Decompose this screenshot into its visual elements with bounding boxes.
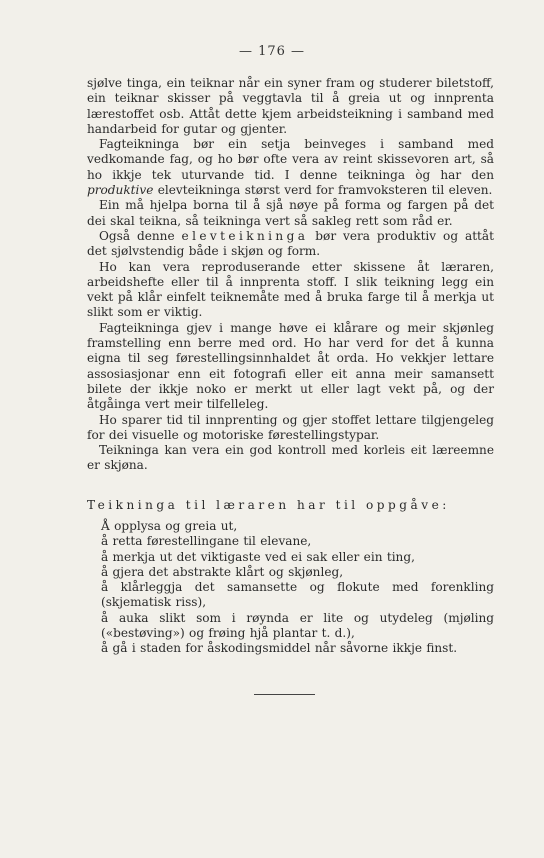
divider xyxy=(254,694,315,695)
list-item: å gå i staden for åskodingsmiddel når såvorne ikkje finst. xyxy=(101,641,458,656)
paragraph-2 xyxy=(87,137,494,198)
paragraph-8: Teikninga kan vera ein god kontroll med korleis eit læreemne er skjøna. xyxy=(87,443,494,473)
spaced-elevteikninga: elevteikninga xyxy=(181,228,309,243)
paragraph-2-text-a: Fagteikninga bør ein setja beinveges i samband med vedkomande fag, og ho bør ofte vera av reint skissevoren art, så ho ikkje tek uturvande tid. I denne teikninga òg har den xyxy=(87,137,494,182)
paragraph-6: Fagteikninga gjev i mange høve ei klårare og meir skjønleg framstelling enn berre med ord. Ho har verd for det å kunna eigna til seg førestellingsinnhaldet åt orda. Ho vekkjer lettare assosiasjonar enn eit fotografi eller eit anna meir samansett bilete der ikkje noko er merkt ut eller lagt vekt på, og der åtgåinga vert meir tilfelleleg. xyxy=(87,320,494,412)
section-heading: Teikninga til læraren har til oppgåve: xyxy=(87,498,450,512)
list-item: å merkja ut det viktigaste ved ei sak eller ein ting, xyxy=(101,549,415,564)
paragraph-1: sjølve tinga, ein teiknar når ein syner fram og studerer biletstoff, ein teiknar skisser på veggtavla til å greia ut og innprenta lærestoffet osb. Attåt dette kjem arbeidsteikning i samband med handarbeid for gutar og gjenter. xyxy=(87,76,494,136)
list-item: å klårleggja det samansette og flokute med forenkling (skjematisk riss), xyxy=(101,580,494,610)
paragraph-2-text-b: elevteikninga størst verd for framvoksteren til eleven. xyxy=(153,183,493,198)
body-text xyxy=(87,76,494,474)
list-item: Å opplysa og greia ut, xyxy=(101,519,238,533)
task-list xyxy=(101,519,494,657)
page-number: — 176 — xyxy=(238,44,306,59)
paragraph-5: Ho kan vera reproduserande etter skissene åt læraren, arbeidshefte eller til å innprenta stoff. I slik teikning legg ein vekt på klår einfelt teiknemåte med å bruka farge til å merkja ut slikt som er viktig. xyxy=(87,259,494,320)
list-item: å auka slikt som i røynda er lite og utydeleg (mjøling («bestøving») og frøing hjå plantar t. d.), xyxy=(101,610,494,641)
emphasis-produktive: produktive xyxy=(87,183,154,198)
paragraph-3: Ein må hjelpa borna til å sjå nøye på forma og fargen på det dei skal teikna, så teikninga vert så sakleg rett som råd er. xyxy=(87,198,494,228)
paragraph-4-text-a: Også denne xyxy=(99,228,182,243)
list-item: å retta førestellingane til elevane, xyxy=(101,534,312,549)
paragraph-7: Ho sparer tid til innprenting og gjer stoffet lettare tilgjengeleg for dei visuelle og motoriske førestellingstypar. xyxy=(87,412,494,442)
paragraph-4 xyxy=(87,229,494,260)
list-item: å gjera det abstrakte klårt og skjønleg, xyxy=(101,564,344,579)
paragraph-4-text-b: bør vera produktiv og attåt det sjølvstendig både i skjøn og form. xyxy=(87,228,494,259)
